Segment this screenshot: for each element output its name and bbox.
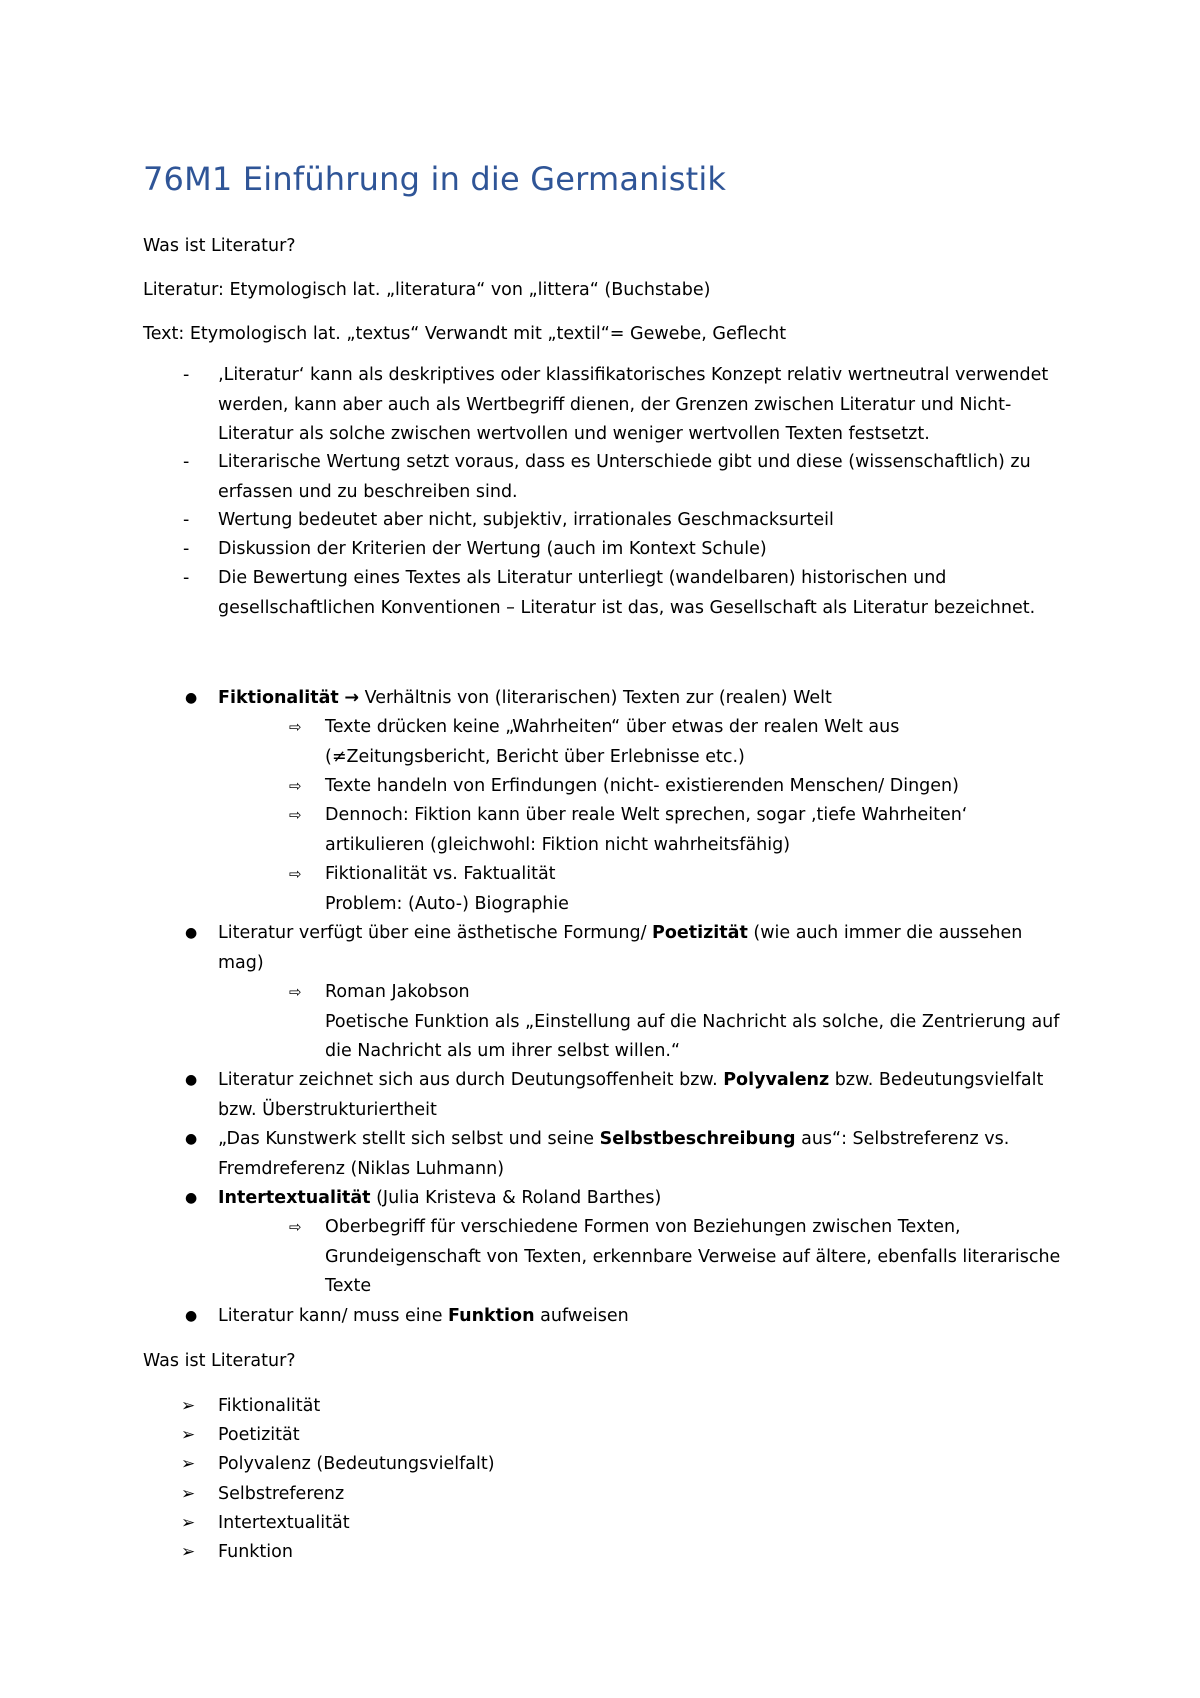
dash-list-item: Wertung bedeutet aber nicht, subjektiv, irrationales Geschmacksurteil (218, 510, 834, 530)
bold-term: Selbstbeschreibung (599, 1129, 796, 1149)
summary-item: Intertextualität (218, 1513, 350, 1533)
chevron-arrow-icon: ➢ (181, 1513, 196, 1533)
summary-item: Funktion (218, 1542, 293, 1562)
arrow-outline-icon: ⇨ (289, 865, 302, 883)
dash-list-item: Literarische Wertung setzt voraus, dass es Unterschiede gibt und diese (wissenschaftlich) zu erfassen und zu beschreiben sind. (218, 452, 1031, 502)
bullet-marker: ● (185, 1072, 198, 1088)
summary-item: Fiktionalität (218, 1396, 321, 1416)
arrow-outline-icon: ⇨ (289, 777, 302, 795)
dash-marker: - (183, 510, 190, 530)
chevron-arrow-icon: ➢ (181, 1396, 196, 1416)
dash-marker: - (183, 452, 190, 472)
chevron-arrow-icon: ➢ (181, 1542, 196, 1562)
bullet-item-funktion: Literatur kann/ muss eine Funktion aufweisen (218, 1306, 629, 1326)
sub-item: Texte handeln von Erfindungen (nicht- existierenden Menschen/ Dingen) (325, 776, 959, 796)
sub-item: Fiktionalität vs. Faktualität Problem: (Auto-) Biographie (325, 864, 569, 914)
summary-item: Polyvalenz (Bedeutungsvielfalt) (218, 1454, 495, 1474)
bullet-item-poetizitaet: Literatur verfügt über eine ästhetische Formung/ Poetizität (wie auch immer die aussehen mag) (218, 923, 1023, 973)
bullet-marker: ● (185, 925, 198, 941)
etymology-text: Text: Etymologisch lat. „textus“ Verwandt mit „textil“= Gewebe, Geflecht (143, 324, 787, 344)
sub-item: Dennoch: Fiktion kann über reale Welt sprechen, sogar ‚tiefe Wahrheiten‘ artikulieren (gleichwohl: Fiktion nicht wahrheitsfähig) (325, 805, 968, 855)
bold-term: Poetizität (652, 923, 748, 943)
bold-term: Intertextualität (218, 1188, 371, 1208)
bold-term: Funktion (448, 1306, 535, 1326)
dash-list-item: Die Bewertung eines Textes als Literatur unterliegt (wandelbaren) historischen und gesellschaftlichen Konventionen – Literatur ist das, was Gesellschaft als Literatur bezeichnet. (218, 568, 1036, 618)
bullet-item-fiktionalitaet: Fiktionalität → Verhältnis von (literarischen) Texten zur (realen) Welt (218, 688, 832, 708)
sub-item: Texte drücken keine „Wahrheiten“ über etwas der realen Welt aus (≠Zeitungsbericht, Bericht über Erlebnisse etc.) (325, 717, 900, 767)
summary-item: Selbstreferenz (218, 1484, 345, 1504)
bullet-item-intertextualitaet: Intertextualität (Julia Kristeva & Roland Barthes) (218, 1188, 662, 1208)
dash-list-item: Diskussion der Kriterien der Wertung (auch im Kontext Schule) (218, 539, 767, 559)
dash-list-item: ‚Literatur‘ kann als deskriptives oder klassifikatorisches Konzept relativ wertneutral verwendet werden, kann aber auch als Wertbegriff dienen, der Grenzen zwischen Literatur und Nicht- Literatur als solche zwischen wertvollen und weniger wertvollen Texten festsetzt. (218, 365, 1049, 444)
sub-item: Oberbegriff für verschiedene Formen von Beziehungen zwischen Texten, Grundeigenschaft von Texten, erkennbare Verweise auf ältere, ebenfalls literarische Texte (325, 1217, 1061, 1296)
right-arrow-icon: → (344, 688, 360, 708)
chevron-arrow-icon: ➢ (181, 1454, 196, 1474)
dash-marker: - (183, 539, 190, 559)
bold-term: Polyvalenz (723, 1070, 830, 1090)
arrow-outline-icon: ⇨ (289, 806, 302, 824)
chevron-arrow-icon: ➢ (181, 1425, 196, 1445)
arrow-outline-icon: ⇨ (289, 983, 302, 1001)
etymology-literatur: Literatur: Etymologisch lat. „literatura“ von „littera“ (Buchstabe) (143, 280, 711, 300)
question-heading: Was ist Literatur? (143, 1351, 296, 1371)
bullet-item-polyvalenz: Literatur zeichnet sich aus durch Deutungsoffenheit bzw. Polyvalenz bzw. Bedeutungsvielfalt bzw. Überstrukturiertheit (218, 1070, 1044, 1120)
document-title: 76M1 Einführung in die Germanistik (143, 160, 727, 198)
question-heading: Was ist Literatur? (143, 236, 296, 256)
bullet-item-selbstreferenz: „Das Kunstwerk stellt sich selbst und seine Selbstbeschreibung aus“: Selbstreferenz vs. Fremdreferenz (Niklas Luhmann) (218, 1129, 1010, 1179)
arrow-outline-icon: ⇨ (289, 1218, 302, 1236)
arrow-outline-icon: ⇨ (289, 718, 302, 736)
bullet-marker: ● (185, 1131, 198, 1147)
bold-term: Fiktionalität (218, 688, 339, 708)
chevron-arrow-icon: ➢ (181, 1484, 196, 1504)
dash-marker: - (183, 568, 190, 588)
sub-item: Roman Jakobson Poetische Funktion als „Einstellung auf die Nachricht als solche, die Zentrierung auf die Nachricht als um ihrer selbst willen.“ (325, 982, 1060, 1061)
bullet-marker: ● (185, 1308, 198, 1324)
bullet-marker: ● (185, 1190, 198, 1206)
summary-item: Poetizität (218, 1425, 300, 1445)
bullet-marker: ● (185, 690, 198, 706)
dash-marker: - (183, 365, 190, 385)
